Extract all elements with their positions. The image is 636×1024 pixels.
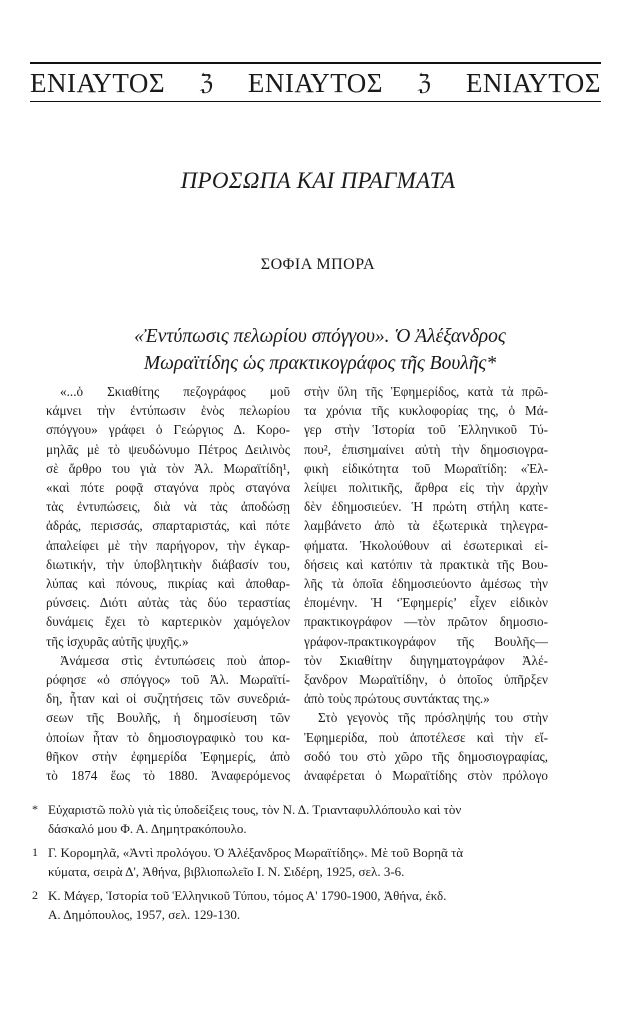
text-line: ξανδρον Μωραϊτίδην, ὁ ὁποῖος ὑπῆρξεν — [304, 672, 548, 688]
text-line: κάμνει τὴν ἐντύπωσιν ἑνὸς πελωρίου — [46, 403, 290, 419]
text-line: σὲ ἄρθρο του γιὰ τὸν Ἀλ. Μωραϊτίδη¹, — [46, 460, 290, 476]
text-column-right — [304, 382, 548, 785]
footnote — [30, 800, 605, 838]
text-line: Στὸ γεγονὸς τῆς πρόσληψής του στὴν — [318, 710, 548, 726]
text-line: τὸ 1874 ἕως τὸ 1880. Ἀναφερόμενος — [46, 768, 290, 784]
text-line: δυνάμεις ἔχει τὸ καρτερικὸν χαμόγελον — [46, 614, 290, 630]
footnote-mark: 2 — [32, 888, 38, 902]
text-column-left — [46, 382, 290, 785]
text-line: ἐπομένην. Ἡ ‘Ἐφημερίς’ εἶχεν εἰδικὸν — [304, 595, 548, 611]
article-title-line: «Ἐντύπωσις πελωρίου σπόγγου». Ὁ Ἀλέξανδρος — [134, 326, 506, 347]
masthead-bottom-rule — [30, 101, 601, 102]
footnote — [30, 886, 605, 924]
article-title — [60, 323, 580, 377]
text-line: ρόφησε «ὁ σπόγγος» τοῦ Ἀλ. Μωραϊτί- — [46, 672, 290, 688]
footnote-text: κύματα, σειρὰ Δ', Ἀθήνα, βιβλιοπωλεῖο Ι. Ν. Σιδέρη, 1925, σελ. 3-6. — [48, 864, 405, 879]
section-title: ΠΡΟΣΩΠΑ ΚΑΙ ΠΡΑΓΜΑΤΑ — [180, 168, 456, 193]
footnote-text: Κ. Μάγερ, Ἱστορία τοῦ Ἑλληνικοῦ Τύπου, τόμος Α' 1790-1900, Ἀθήνα, ἐκδ. — [48, 888, 447, 903]
text-line: λύπας καὶ πόνους, πικρίας καὶ ἀποθαρ- — [46, 576, 290, 592]
running-header — [30, 67, 601, 99]
text-line: Ἀνάμεσα στὶς ἐντυπώσεις ποὺ ἀπορ- — [60, 652, 290, 668]
text-line: μηλᾶς μὲ τὸ ψευδώνυμο Πέτρος Δειλινὸς — [46, 441, 290, 457]
text-line: τῆς ἰσχυρᾶς αὐτῆς ψυχῆς.» — [46, 633, 189, 649]
author-name: ΣΟΦΙΑ ΜΠΟΡΑ — [260, 256, 376, 273]
masthead-top-rule — [30, 62, 601, 64]
text-line: τα χρόνια τῆς κυκλοφορίας της, ὁ Μά- — [304, 403, 548, 419]
footnotes — [30, 800, 605, 929]
text-line: ἀναφέρεται ὁ Μωραϊτίδης στὸν πρόλογο — [304, 768, 548, 784]
text-line: θῆκον στὴν ἐφημερίδα Ἐφημερίς, ἀπὸ — [46, 748, 290, 764]
text-line: λῆς τὰ ὁποῖα ἐδημοσιεύοντο ἀμέσως τὴν — [304, 576, 548, 592]
text-line: δὲν ἐδημοσιεύεν. Ἡ πρώτη στήλη κατε- — [304, 499, 548, 515]
text-line: δη, ἦταν καὶ οἱ συζητήσεις τῶν συνεδριά- — [46, 691, 290, 707]
footnote-text: Α. Δημόπουλος, 1957, σελ. 129-130. — [48, 907, 241, 922]
text-line: τὰς ἐντυπώσεις, διὰ νὰ τὰς ἀποδώσῃ — [46, 499, 290, 515]
footnote-text: δάσκαλό μου Φ. Α. Δημητρακόπουλο. — [48, 821, 247, 836]
footnote-mark: 1 — [32, 845, 38, 859]
masthead-word-left: ΕΝΙΑΥΤΟΣ — [30, 67, 166, 98]
text-line: που², ἐπισημαίνει αὐτὴ τὴν δημοσιογρα- — [304, 441, 548, 457]
text-line: λείψει πολιτικῆς, ἄρθρα εἰς τὴν ἀρχὴν — [304, 480, 548, 496]
text-line: γράφον-πρακτικογράφον τῆς Βουλῆς— — [304, 633, 548, 649]
text-line: δήσεις καὶ κατόπιν τὰ πρακτικὰ τῆς Βου- — [304, 556, 548, 572]
footnote-text: Εὐχαριστῶ πολὺ γιὰ τὶς ὑποδείξεις τους, τὸν Ν. Δ. Τριανταφυλλόπουλο καὶ τὸν — [48, 802, 462, 817]
text-line: πρακτικογράφον —τὸν πρῶτον δημοσιο- — [304, 614, 548, 630]
text-line: ἀδράς, περισσάς, σπαρταριστάς, καὶ πότε — [46, 518, 290, 534]
text-line: τὸν Σκιαθίτην διηγηματογράφον Ἀλέ- — [304, 652, 548, 668]
text-line: λαμβάνετο ἀπὸ τὰ ἐξωτερικὰ τηλεγρα- — [304, 518, 548, 534]
text-line: στὴν ὕλη τῆς Ἐφημερίδος, κατὰ τὰ πρῶ- — [304, 384, 548, 399]
text-line: Ἐφημερίδα, ποὺ ἀποτέλεσε καὶ τὴν εἴ- — [304, 729, 548, 745]
masthead-word-center: ΕΝΙΑΥΤΟΣ — [247, 67, 384, 98]
text-line: ἀπαλείφει μὲ τὴν παρήγορον, τὴν ἐγκαρ- — [46, 537, 290, 553]
ornament-icon: ℨ — [199, 70, 214, 95]
footnote — [30, 843, 605, 881]
text-line: ἀπὸ τοὺς πρώτους συντάκτας της.» — [304, 691, 490, 707]
text-line: σπόγγου» γράφει ὁ Γεώργιος Δ. Κορο- — [46, 422, 290, 438]
text-line: ρύνσεις. Διότι αὐτὰς τὰς δύο τεραστίας — [46, 595, 290, 611]
text-line: «...ὁ Σκιαθίτης πεζογράφος μοῦ — [60, 384, 290, 399]
footnote-text: Γ. Κορομηλᾶ, «Ἀντὶ προλόγου. Ὁ Ἀλέξανδρος Μωραϊτίδης». Μὲ τοῦ Βορηᾶ τὰ — [48, 845, 464, 860]
text-line: ὁποίων ἦταν τὸ δημοσιογραφικὸ του κα- — [46, 729, 290, 745]
text-line: φήματα. Ἠκολούθουν αἱ ἐσωτερικαὶ εἰ- — [304, 537, 548, 553]
masthead-word-right: ΕΝΙΑΥΤΟΣ — [465, 67, 601, 98]
text-line: γερ στὴν Ἱστορία τοῦ Ἑλληνικοῦ Τύ- — [304, 422, 548, 438]
text-line: φικὴ εἰδικότητα τοῦ Μωραϊτίδη: «Ἐλ- — [304, 460, 548, 476]
text-line: σεων τῆς Βουλῆς, ἡ δημοσίευση τῶν — [46, 710, 290, 726]
text-line: σοδό του στὸ χῶρο τῆς δημοσιογραφίας, — [304, 748, 548, 764]
footnote-mark: * — [32, 802, 38, 816]
ornament-icon: ℨ — [417, 70, 432, 95]
text-line: διωτικήν, τὴν ὑποβλητικὴν διάβασίν του, — [46, 556, 290, 572]
article-title-line: Μωραϊτίδης ὡς πρακτικογράφος τῆς Βουλῆς* — [143, 353, 497, 374]
text-line: «καὶ πότε ροφᾷ σταγόνα πρὸς σταγόνα — [46, 480, 290, 496]
